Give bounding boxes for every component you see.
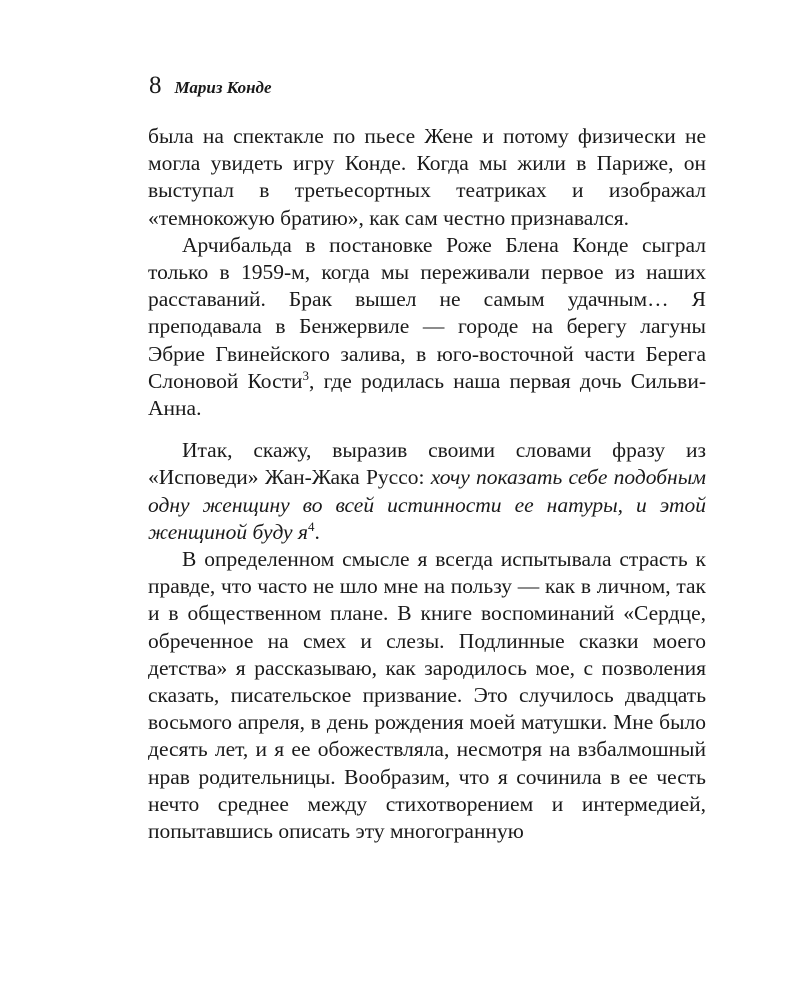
- paragraph-3-text: Итак, скажу, выразив своими словами фразу из «Исповеди» Жан-Жака Руссо:: [148, 438, 706, 490]
- footnote-marker-3[interactable]: 3: [302, 367, 310, 383]
- body-text: [148, 123, 706, 845]
- paragraph-2-text: Арчибальда в постановке Роже Блена Конде сыграл только в 1959-м, когда мы переживали первое из наших расставаний. Брак вышел не самым удачным… Я преподавала в Бенжервиле — городе на берегу лагуны Эбрие Гвинейского залива, в юго-восточной части Берега Слоновой Кости: [148, 232, 706, 393]
- footnote-marker-4[interactable]: 4: [307, 518, 315, 534]
- paragraph-2: [148, 232, 706, 422]
- header-author-name: Мариз Конде: [174, 78, 272, 97]
- paragraph-3-text-end: .: [314, 519, 320, 544]
- running-header: [149, 72, 272, 104]
- paragraph-4-text: В определенном смысле я всегда испытывала страсть к правде, что часто не шло мне на пользу — как в личном, так и в общественном плане. В книге воспоминаний «Сердце, обреченное на смех и слезы. Подлинные сказки моего детства» я рассказываю, как зародилось мое, с позволения сказать, писательское призвание. Это случилось двадцать восьмого апреля, в день рождения моей матушки. Мне было десять лет, и я ее обожествляла, несмотря на взбалмошный нрав родительницы. Вообразим, что я сочинила в ее честь нечто среднее между стихотворением и интермедией, попытавшись описать эту многогранную: [148, 547, 706, 844]
- paragraph-3: [148, 437, 706, 546]
- paragraph-2-text-end: , где родилась наша первая дочь Сильви-Анна.: [148, 368, 706, 421]
- page-number: 8: [149, 72, 162, 99]
- paragraph-1-text: была на спектакле по пьесе Жене и потому физически не могла увидеть игру Конде. Когда мы жили в Париже, он выступал в третьесортных театриках и изображал «темнокожую братию», как сам честно признавался.: [148, 124, 706, 230]
- paragraph-1: [148, 123, 706, 232]
- paragraph-4: [148, 546, 706, 845]
- paragraph-3-quote: хочу показать себе подобным одну женщину во всей истинности ее натуры, и этой женщиной буду я: [148, 465, 706, 544]
